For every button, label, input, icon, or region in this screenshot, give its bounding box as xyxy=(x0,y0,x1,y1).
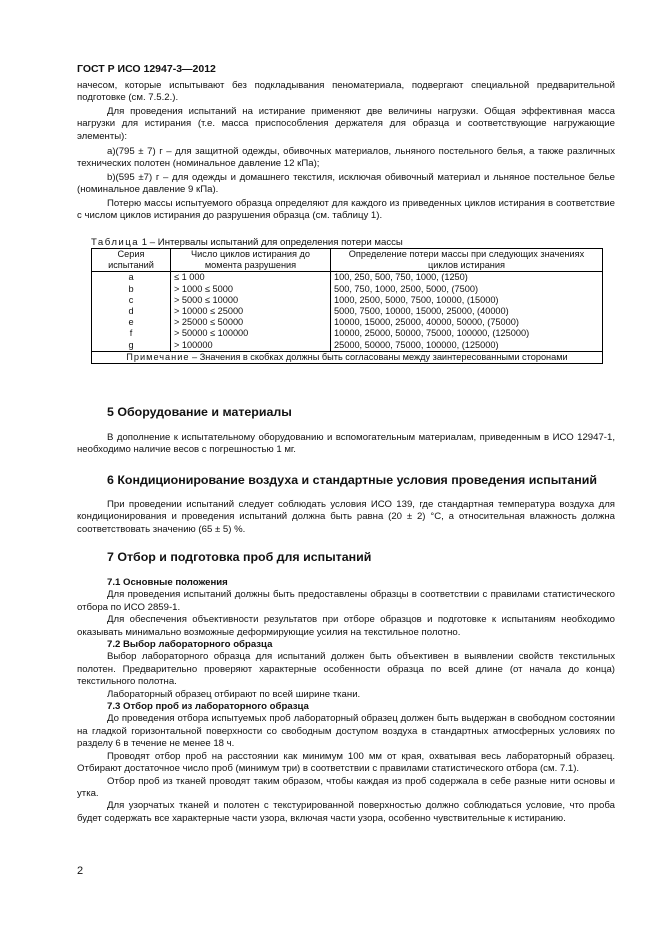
series-b: b xyxy=(128,283,134,294)
paragraph: Выбор лабораторного образца для испытаний должен быть объективен в выявлении свойств текстильных полотен. Предварительно проверяют характерные особенности образца по всей длине (от начала до конца) текстильного полотна. xyxy=(77,651,615,688)
paragraph: Для проведения испытаний должны быть предоставлены образцы в соответствии с правилами статистического отбора по ИСО 2859-1. xyxy=(77,589,615,613)
cycles-c: > 5000 ≤ 10000 xyxy=(174,294,239,305)
note-text: – Значения в скобках должны быть согласованы между заинтересованными сторонами xyxy=(192,351,568,362)
paragraph: Для узорчатых тканей и полотен с текстурированной поверхностью должно соблюдаться условие, что проба будет содержать все характерные части узора, включая части узора, особенно чувствительные к истиранию. xyxy=(77,800,615,824)
subsection-7-3-title: 7.3 Отбор проб из лабораторного образца xyxy=(107,701,309,713)
series-d: d xyxy=(128,306,134,317)
paragraph: Для обеспечения объективности результатов при отборе образцов и подготовке к испытаниям необходимо оказывать минимально возможные деформирующие усилия на текстильное полотно. xyxy=(77,614,615,638)
values-g: 25000, 50000, 75000, 100000, (125000) xyxy=(334,339,499,350)
table-caption xyxy=(91,237,403,248)
values-c: 1000, 2500, 5000, 7500, 10000, (15000) xyxy=(334,294,499,305)
subsection-7-1-title: 7.1 Основные положения xyxy=(107,577,228,588)
values-a: 100, 250, 500, 750, 1000, (1250) xyxy=(334,272,468,283)
values-f: 10000, 25000, 50000, 75000, 100000, (125000) xyxy=(334,328,530,339)
subsection-7-1-block xyxy=(77,577,615,825)
paragraph: b)(595 ±7) г – для одежды и домашнего текстиля, исключая обивочный материал и льняное постельное белье (номинальное давление 9 кПа). xyxy=(77,172,615,196)
test-intervals-table xyxy=(91,248,603,364)
cycles-e: > 25000 ≤ 50000 xyxy=(174,317,244,328)
header-determination: Определение потери массы при следующих значениях циклов истирания xyxy=(331,249,603,272)
paragraph: Отбор проб из тканей проводят таким образом, чтобы каждая из проб содержала в себе разные нити основы и утка. xyxy=(77,775,615,799)
series-a: a xyxy=(128,272,134,283)
section-7-title: 7 Отбор и подготовка проб для испытаний xyxy=(107,550,372,564)
paragraph: Потерю массы испытуемого образца определяют для каждого из приведенных циклов истирания в соответствие с числом циклов истирания до разрушения образца (см. таблицу 1). xyxy=(77,198,615,222)
table-body-row xyxy=(92,272,603,351)
cycles-cell xyxy=(171,272,331,351)
section-5-title: 5 Оборудование и материалы xyxy=(107,405,292,419)
paragraph: Для проведения испытаний на истирание применяют две величины нагрузки. Общая эффективная масса нагрузки для истирания (т.е. масса приспособления держателя для образца и соответствующие нагружающие элементы): xyxy=(77,106,615,142)
table-caption-text: 1 – Интервалы испытаний для определения потери массы xyxy=(141,237,403,248)
header-series: Серия испытаний xyxy=(92,249,171,272)
cycles-d: > 10000 ≤ 25000 xyxy=(174,306,244,317)
cycles-a: ≤ 1 000 xyxy=(174,272,205,283)
values-b: 500, 750, 1000, 2500, 5000, (7500) xyxy=(334,283,479,294)
paragraph: При проведении испытаний следует соблюдать условия ИСО 139, где стандартная температура воздуха для кондиционирования и проведения испытаний должна быть равна (20 ± 2) °С, а относительная влажность должна соответствовать значению (65 ± 5) %. xyxy=(77,499,615,535)
series-f: f xyxy=(129,328,133,339)
values-e: 10000, 15000, 25000, 40000, 50000, (75000) xyxy=(334,317,519,328)
note-word: Примечание xyxy=(126,351,190,362)
paragraph: До проведения отбора испытуемых проб лабораторный образец должен быть выдержан в свободном состоянии на гладкой горизонтальной поверхности со свободным доступом воздуха в стандартных атмосферных условиях по разделу 6 в течение не менее 18 ч. xyxy=(77,713,615,750)
document-header: ГОСТ Р ИСО 12947-3—2012 xyxy=(77,63,216,75)
table-caption-word: Таблица xyxy=(91,237,140,248)
paragraph: Проводят отбор проб на расстоянии как минимум 100 мм от края, охватывая весь лабораторный образец. Отбирают достаточное число проб (минимум три) в соответствии с правилами статистического отбора (см. 7.1). xyxy=(77,750,615,775)
series-cell xyxy=(92,272,171,351)
values-cell xyxy=(331,272,603,351)
subsection-7-2-title: 7.2 Выбор лабораторного образца xyxy=(107,639,273,651)
paragraph: начесом, которые испытывают без подкладывания пеноматериала, подвергают специальной предварительной подготовке (см. 7.5.2.). xyxy=(77,80,615,104)
section-6-title: 6 Кондиционирование воздуха и стандартные условия проведения испытаний xyxy=(107,473,597,487)
table-header-row xyxy=(92,249,603,272)
series-e: e xyxy=(128,317,134,328)
table-note xyxy=(92,351,603,363)
cycles-f: > 50000 ≤ 100000 xyxy=(174,328,249,339)
paragraph: а)(795 ± 7) г – для защитной одежды, обивочных материалов, льняного постельного белья, а также различных технических полотен (номинальное давление 12 кПа); xyxy=(77,146,615,170)
series-g: g xyxy=(128,339,134,350)
cycles-b: > 1000 ≤ 5000 xyxy=(174,283,233,294)
cycles-g: > 100000 xyxy=(174,339,213,350)
paragraph: В дополнение к испытательному оборудованию и вспомогательным материалам, приведенным в ИСО 12947-1, необходимо наличие весов с погрешностью 1 мг. xyxy=(77,432,615,456)
values-d: 5000, 7500, 10000, 15000, 25000, (40000) xyxy=(334,306,509,317)
table-note-row xyxy=(92,351,603,363)
series-c: c xyxy=(128,294,134,305)
paragraph: Лабораторный образец отбирают по всей ширине ткани. xyxy=(107,688,361,700)
page-number: 2 xyxy=(77,865,84,877)
header-cycles: Число циклов истирания до момента разрушения xyxy=(171,249,331,272)
